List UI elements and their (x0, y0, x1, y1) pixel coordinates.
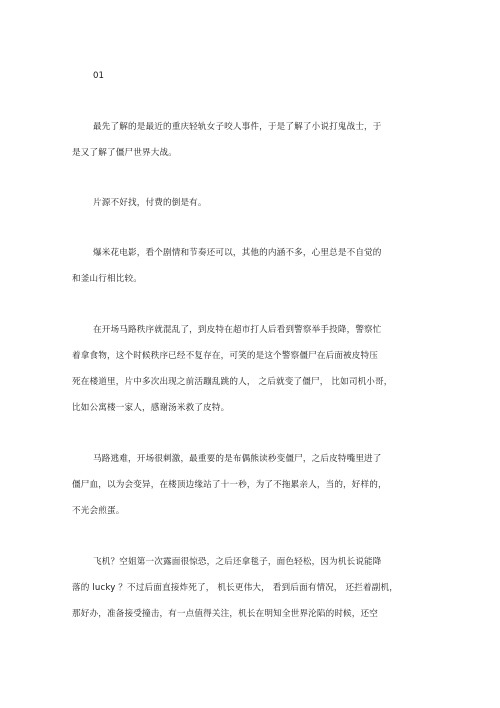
paragraph-6-line-1: 飞机？空姐第一次露面很惊恐，之后还拿毯子，面色轻松，因为机长说能降 (93, 557, 382, 567)
paragraph-4-line-4: 比如公寓楼一家人，感谢汤米救了皮特。 (72, 403, 230, 413)
paragraph-5-line-3: 不光会煎蛋。 (72, 506, 125, 516)
paragraph-4-line-3: 死在楼道里，片中多次出现之前活蹦乱跳的人， 之后就变了僵尸， 比如司机小哥， (72, 377, 393, 387)
section-number: 01 (93, 71, 104, 81)
paragraph-6-line-3: 那好办，准备接受撞击，有一点值得关注，机长在明知全世界沦陷的时候，还空 (72, 609, 379, 619)
paragraph-5-line-2: 僵尸血，以为会变异，在楼顶边缘站了十一秒，为了不拖累亲人，当的，好样的， (72, 480, 387, 490)
paragraph-1-line-1: 最先了解的是最近的重庆轻轨女子咬人事件，于是了解了小说打鬼战士，于 (93, 122, 382, 132)
paragraph-6-line-2: 落的 lucky ？不过后面直接炸死了， 机长更伟大， 看到后面有情况， 还拦着副机， (72, 583, 399, 593)
paragraph-4-line-1: 在开场马路秩序就混乱了，到皮特在超市打人后看到警察举手投降，警察忙 (93, 325, 382, 335)
paragraph-3-line-2: 和釜山行相比较。 (72, 274, 142, 284)
paragraph-1-line-2: 是又了解了僵尸世界大战。 (72, 148, 177, 158)
paragraph-3-line-1: 爆米花电影，看个剧情和节奏还可以，其他的内涵不多，心里总是不自觉的 (93, 248, 382, 258)
paragraph-5-line-1: 马路逃难，开场很刺激，最重要的是布偶熊读秒变僵尸，之后皮特嘴里进了 (93, 454, 382, 464)
paragraph-4-line-2: 着拿食物，这个时候秩序已经不复存在，可笑的是这个警察僵尸在后面被皮特压 (72, 351, 379, 361)
paragraph-2-line-1: 片源不好找，付费的倒是有。 (93, 198, 207, 208)
